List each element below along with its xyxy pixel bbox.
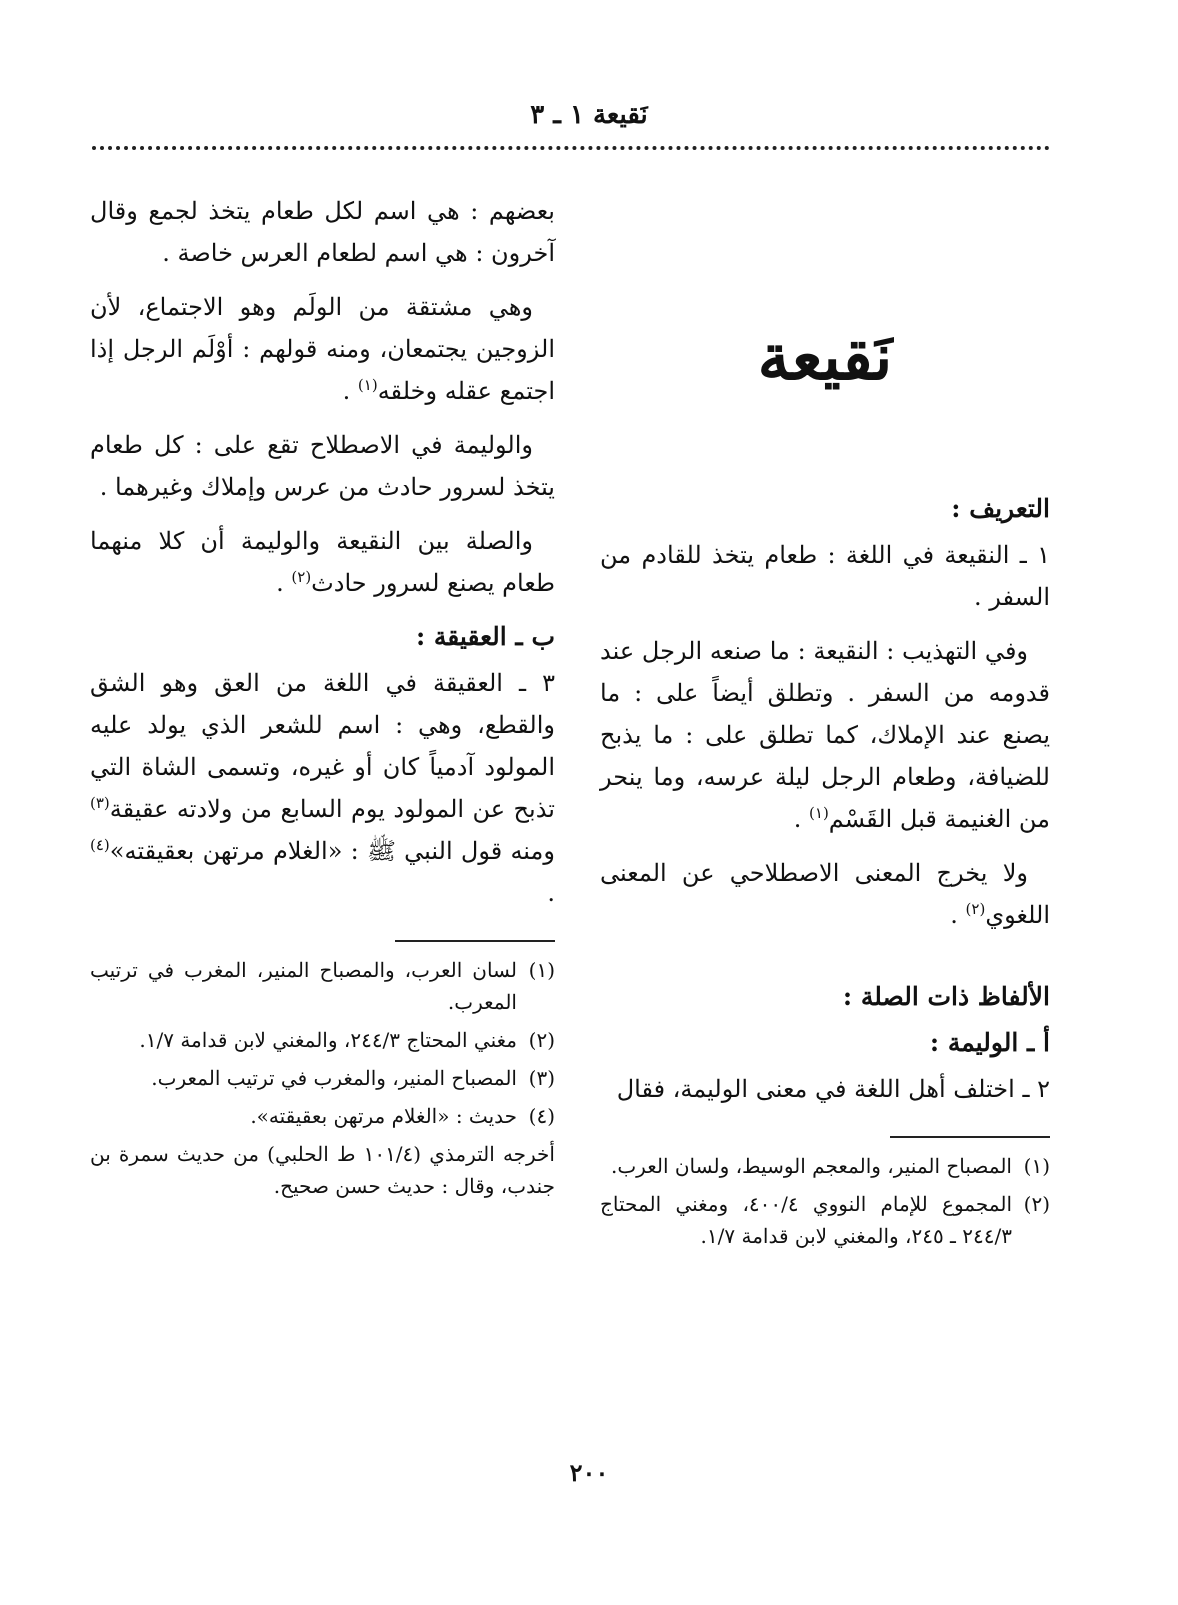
footnote-rule bbox=[890, 1136, 1050, 1138]
footnote-text: المصباح المنير، والمغرب في ترتيب المعرب. bbox=[151, 1066, 517, 1090]
page-number: ٢٠٠ bbox=[569, 1458, 609, 1487]
para-end: . bbox=[342, 377, 358, 405]
para-end: . bbox=[950, 901, 966, 929]
footnote bbox=[600, 1150, 1050, 1182]
definition-heading: التعريف : bbox=[951, 494, 1050, 523]
related-terms-heading: الألفاظ ذات الصلة : bbox=[842, 982, 1050, 1011]
para-text: وفي التهذيب : النقيعة : ما صنعه الرجل عند قدومه من السفر . وتطلق أيضاً على : ما يصنع عند الإملاك، كما تطلق على : ما يذبح للضيافة، وطعام الرجل ليلة عرسه، وما ينحر من الغنيمة قبل القَسْم bbox=[600, 637, 1050, 833]
footnote-ref: (٣) bbox=[90, 794, 110, 812]
entry-title: نَقيعة bbox=[757, 320, 893, 395]
footnote-ref: (١) bbox=[357, 376, 378, 394]
footnote-text: مغني المحتاج ٢٤٤/٣، والمغني لابن قدامة ١/٧. bbox=[139, 1028, 517, 1052]
relation-paragraph bbox=[90, 520, 555, 604]
footnote-ref: (٢) bbox=[291, 568, 312, 586]
para-end: . bbox=[793, 805, 810, 833]
running-title: نَقيعة ١ ـ ٣ bbox=[530, 100, 648, 130]
para-text: والصلة بين النقيعة والوليمة أن كلا منهما طعام يصنع لسرور حادث bbox=[90, 527, 555, 597]
definition-paragraph-2 bbox=[600, 630, 1050, 840]
para-text: ومنه قول النبي ﷺ : «الغلام مرتهن بعقيقته» bbox=[109, 837, 555, 865]
footnote-ref: (١) bbox=[809, 804, 829, 822]
footnote-ref: (٢) bbox=[965, 900, 986, 918]
para-end: . bbox=[276, 569, 292, 597]
footnote-text: المجموع للإمام النووي ٤٠٠/٤، ومغني المحتاج ٢٤٤/٣ ـ ٢٤٥، والمغني لابن قدامة ١/٧. bbox=[600, 1192, 1012, 1248]
footnote bbox=[90, 1024, 555, 1056]
footnote-ref: (٤) bbox=[90, 836, 110, 854]
definition-paragraph-3 bbox=[600, 852, 1050, 936]
header-dotted-rule bbox=[92, 146, 1050, 150]
para-end: . bbox=[547, 879, 555, 907]
footnote bbox=[90, 954, 555, 1018]
walima-etymology-paragraph bbox=[90, 286, 555, 412]
right-column bbox=[600, 190, 1050, 1258]
walima-heading: أ ـ الوليمة : bbox=[929, 1028, 1050, 1057]
footnote-number: (٤) bbox=[528, 1104, 555, 1128]
left-column bbox=[90, 190, 555, 1202]
walima-paragraph: ٢ ـ اختلف أهل اللغة في معنى الوليمة، فقال bbox=[616, 1075, 1050, 1103]
footnote-text: المصباح المنير، والمعجم الوسيط، ولسان العرب. bbox=[610, 1154, 1012, 1178]
footnote-rule bbox=[395, 940, 555, 942]
footnote-number: (١) bbox=[528, 958, 555, 982]
aqiqa-heading: ب ـ العقيقة : bbox=[415, 622, 555, 651]
para-text: ٣ ـ العقيقة في اللغة من العق وهو الشق والقطع، وهي : اسم للشعر الذي يولد عليه المولود آدمياً كان أو غيره، وتسمى الشاة التي تذبح عن المولود يوم السابع من ولادته عقيقة bbox=[90, 669, 555, 823]
aqiqa-paragraph bbox=[90, 662, 555, 914]
footnote-text: لسان العرب، والمصباح المنير، المغرب في ترتيب المعرب. bbox=[90, 958, 517, 1014]
definition-paragraph-1: ١ ـ النقيعة في اللغة : طعام يتخذ للقادم من السفر . bbox=[600, 541, 1050, 611]
footnote bbox=[90, 1100, 555, 1132]
footnote bbox=[600, 1188, 1050, 1252]
para-text: وهي مشتقة من الولَم وهو الاجتماع، لأن الزوجين يجتمعان، ومنه قولهم : أوْلَم الرجل إذا اجتمع عقله وخلقه bbox=[90, 293, 555, 405]
footnote-number: (٢) bbox=[1023, 1192, 1050, 1216]
para-text: ولا يخرج المعنى الاصطلاحي عن المعنى اللغوي bbox=[600, 859, 1050, 929]
footnote-number: (١) bbox=[1023, 1154, 1050, 1178]
walima-definition-paragraph: والوليمة في الاصطلاح تقع على : كل طعام يتخذ لسرور حادث من عرس وإملاك وغيرهما . bbox=[90, 431, 555, 501]
footnote-number: (٢) bbox=[528, 1028, 555, 1052]
footnote bbox=[90, 1062, 555, 1094]
footnote-number: (٣) bbox=[528, 1066, 555, 1090]
footnote-text: حديث : «الغلام مرتهن بعقيقته». bbox=[250, 1104, 517, 1128]
footnote-continuation: أخرجه الترمذي (١٠١/٤ ط الحلبي) من حديث سمرة بن جندب، وقال : حديث حسن صحيح. bbox=[90, 1142, 555, 1198]
walima-continued-paragraph: بعضهم : هي اسم لكل طعام يتخذ لجمع وقال آخرون : هي اسم لطعام العرس خاصة . bbox=[90, 197, 555, 267]
